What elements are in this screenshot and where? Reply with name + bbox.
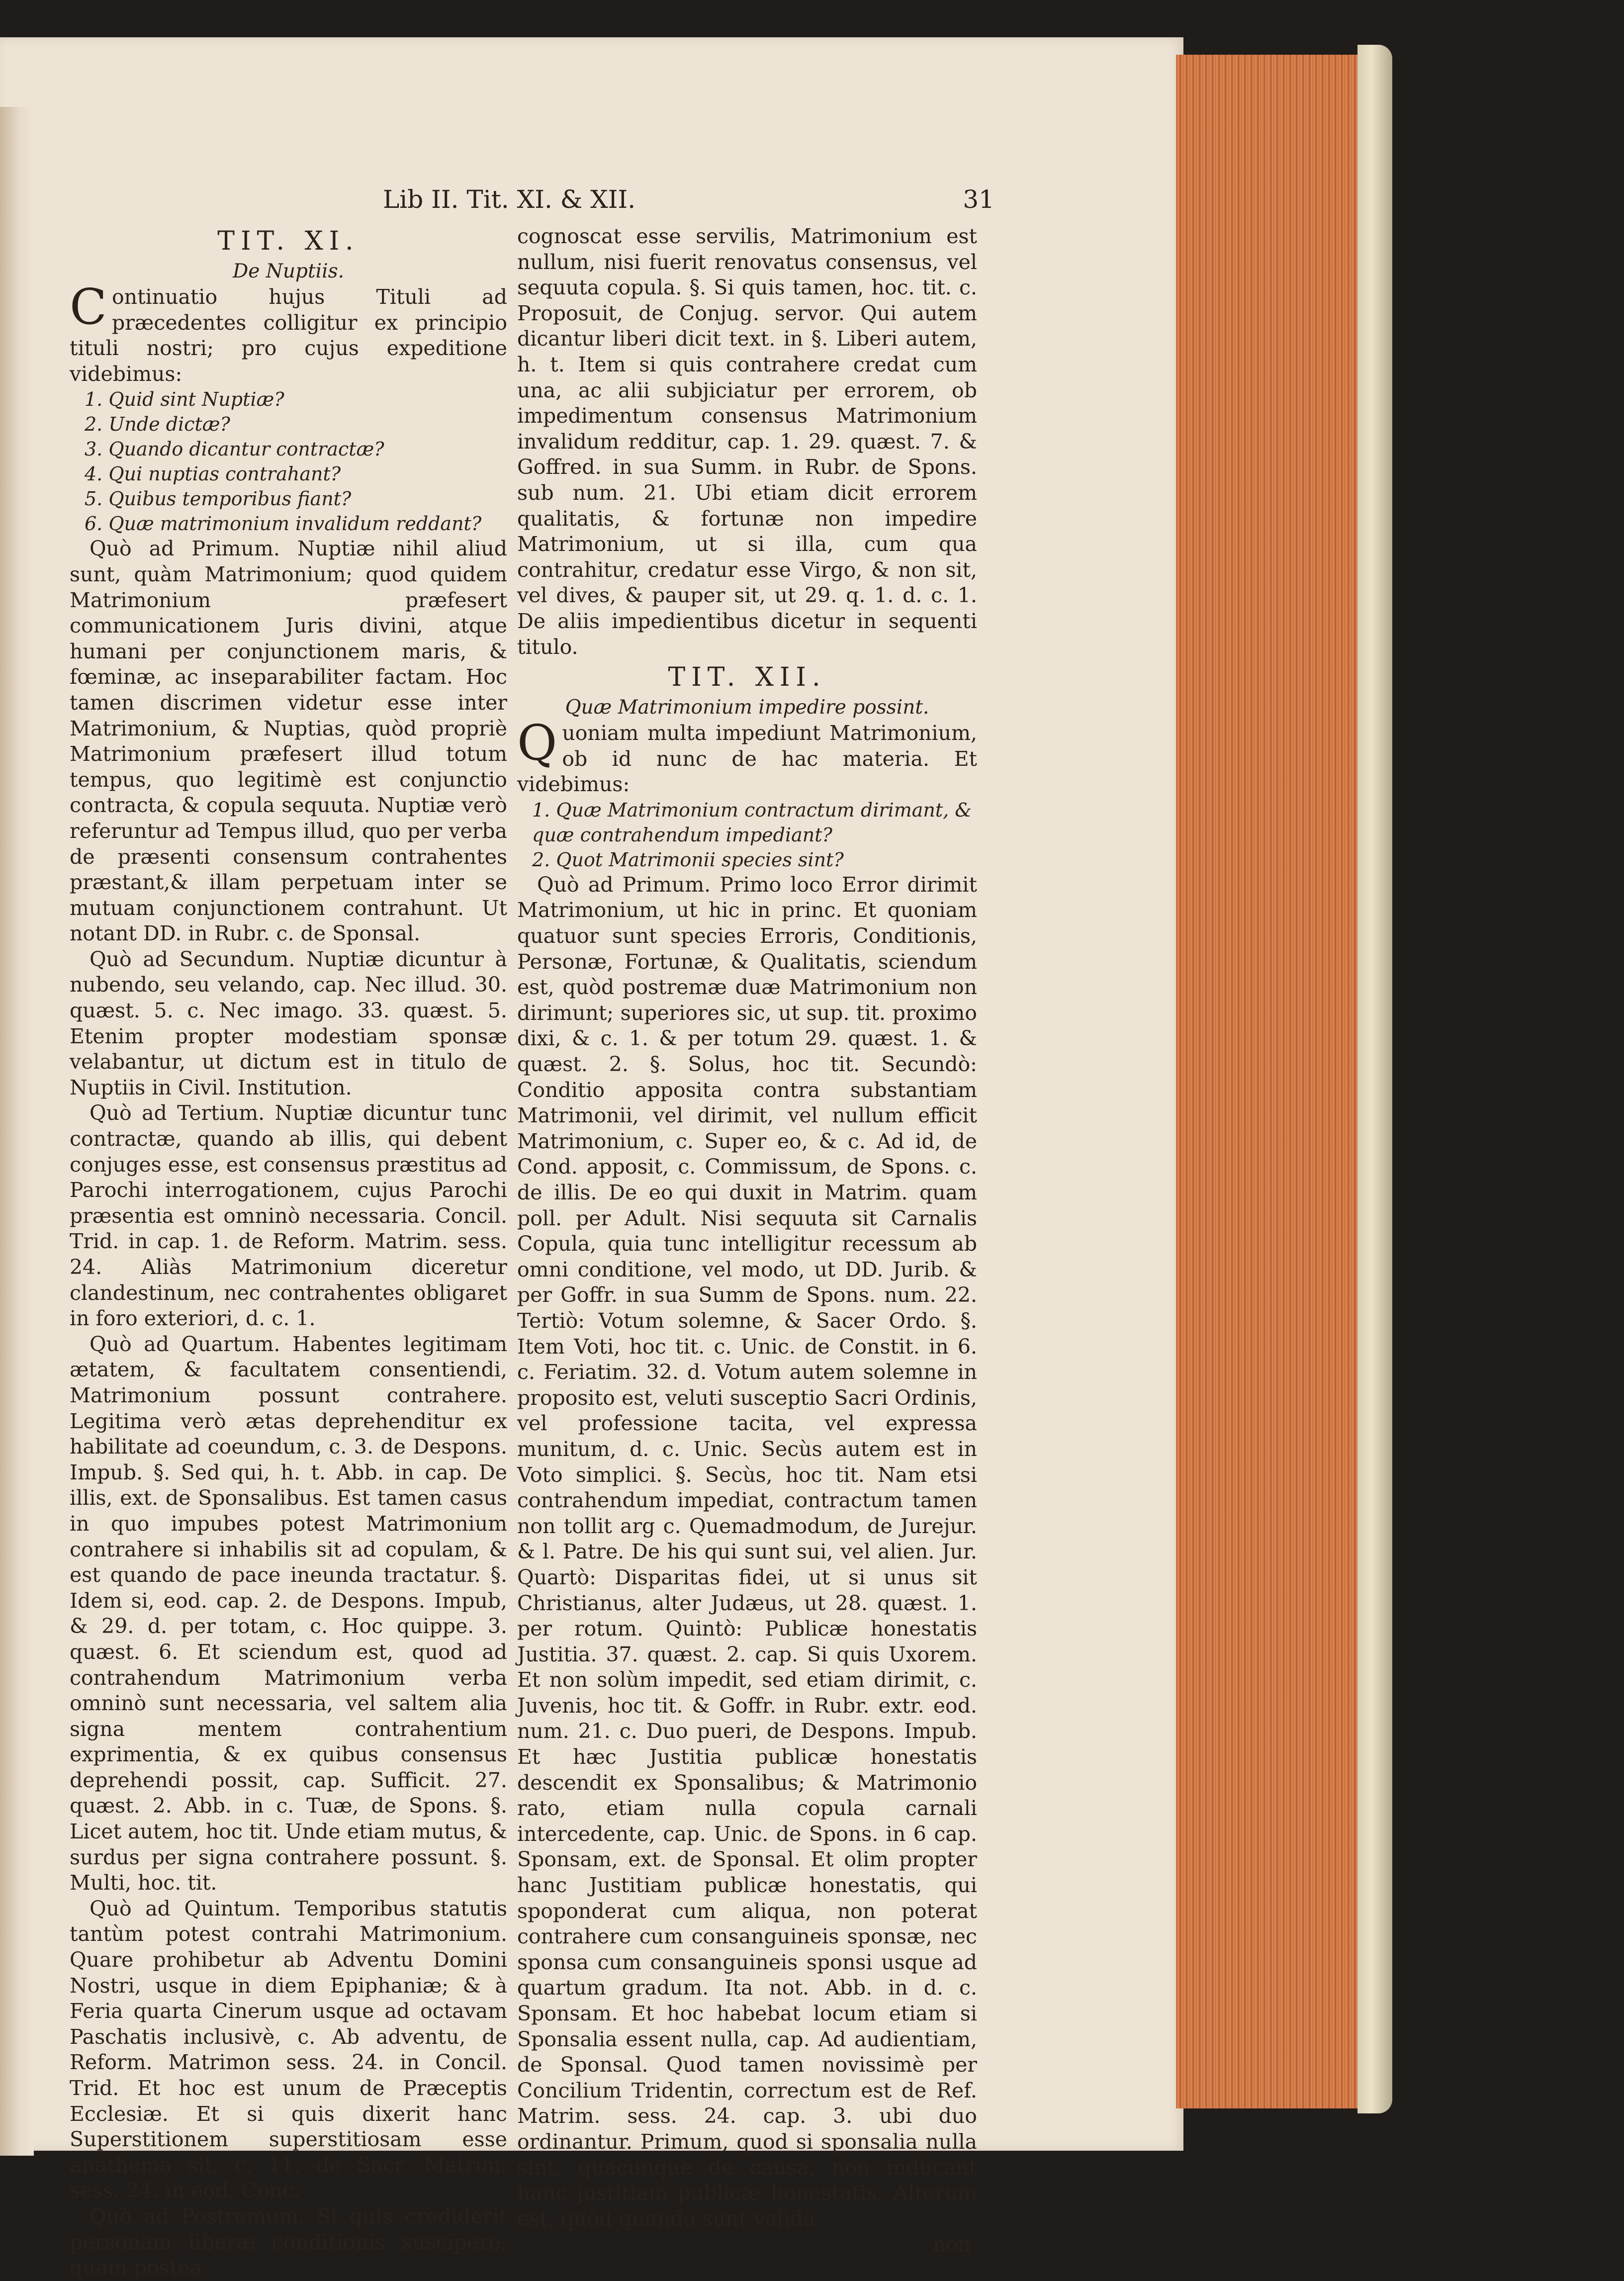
- book-cover-edge: [1357, 45, 1392, 2113]
- question-item: 4. Qui nuptias contrahant?: [85, 463, 341, 485]
- question-item: 1. Quæ Matrimonium contractum dirimant, & quæ contrahendum impediant?: [532, 799, 972, 846]
- intro-paragraph: Quoniam multa impediunt Matrimonium, ob id nunc de hac materia. Et videbimus:: [517, 715, 977, 797]
- left-column: [70, 224, 507, 2281]
- page-fore-edge: [1176, 55, 1372, 2108]
- section-title: TIT. XII.: [668, 662, 826, 693]
- paragraph-quartum: Quò ad Quartum. Habentes legitimam ætatem, & facultatem consentiendi, Matrimonium possunt contrahere. Legitima verò ætas deprehenditur ex habilitate ad coeundum, c. 3. de Despons. Impub. §. Sed qui, h. t. Abb. in cap. De illis, ext. de Sponsalibus. Est tamen casus in quo impubes potest Matrimonium contrahere si inhabilis sit ad copulam, & est quando de pace ineunda tractatur. §. Idem si, eod. cap. 2. de Despons. Impub, & 29. d. per totam, c. Hoc quippe. 3. quæst. 6. Et sciendum est, quod ad contrahendum Matrimonium verba omninò sunt necessaria, vel saltem alia signa mentem contrahentium exprimentia, & ex quibus consensus deprehendi possit, cap. Sufficit. 27. quæst. 2. Abb. in c. Tuæ, de Spons. §. Licet autem, hoc tit. Unde etiam mutus, & surdus per signa contrahere possunt. §. Multi, hoc. tit.: [70, 1332, 507, 1895]
- catchword: non: [932, 2232, 971, 2257]
- paragraph-secundum: Quò ad Secundum. Nuptiæ dicuntur à nubendo, seu velando, cap. Nec illud. 30. quæst. 5. c. Nec imago. 33. quæst. 5. Etenim propter modestiam sponsæ velabantur, ut dictum est in titulo de Nuptiis in Civil. Institution.: [70, 947, 507, 1099]
- paragraph-tertium: Quò ad Tertium. Nuptiæ dicuntur tunc contractæ, quando ab illis, qui debent conjuges esse, est consensus præstitus ad Parochi interrogationem, cujus Parochi præsentia est omninò necessaria. Concil. Trid. in cap. 1. de Reform. Matrim. sess. 24. Aliàs Matrimonium diceretur clandestinum, nec contrahentes obligaret in foro exteriori, d. c. 1.: [70, 1101, 507, 1331]
- paragraph-quintum: Quò ad Quintum. Temporibus statutis tantùm potest contrahi Matrimonium. Quare prohibetur ab Adventu Domini Nostri, usque in diem Epiphaniæ; & à Feria quarta Cinerum usque ad octavam Paschatis inclusivè, c. Ab adventu, de Reform. Matrimon sess. 24. in Concil. Trid. Et hoc est unum de Præceptis Ecclesiæ. Et si quis dixerit hanc Superstitionem superstitiosam esse anathema sit, c. 11. de Sacr. Matrim. sess. 24. in eod. Conc.: [70, 1896, 507, 2203]
- question-item: 5. Quibus temporibus fiant?: [85, 488, 352, 510]
- paragraph-postremum: Quò ad Postremum. Si quis crediderit personam liberæ conditionis suscipere, quam postea: [70, 2204, 507, 2280]
- intro-paragraph: Continuatio hujus Tituli ad præcedentes colligitur ex principio tituli nostri; pro cujus expeditione videbimus:: [70, 279, 507, 386]
- gutter-shadow: [0, 107, 34, 2156]
- right-column: [517, 224, 977, 2258]
- paragraph-primum: Quò ad Primum. Primo loco Error dirimit Matrimonium, ut hic in princ. Et quoniam quatuor sunt species Erroris, Conditionis, Personæ, Fortunæ, & Qualitatis, sciendum est, quòd postremæ duæ Matrimonium non dirimunt; superiores sic, ut sup. tit. proximo dixi, & c. 1. & per totum 29. quæst. 1. & quæst. 2. §. Solus, hoc tit. Secundò: Conditio apposita contra substantiam Matrimonii, vel dirimit, vel nullum efficit Matrimonium, c. Super eo, & c. Ad id, de Cond. apposit, c. Commissum, de Spons. c. de illis. De eo qui duxit in Matrim. quam poll. per Adult. Nisi sequuta sit Carnalis Copula, quia tunc intelligitur recessum ab omni conditione, vel modo, ut DD. Jurib. & per Goffr. in sua Summ de Spons. num. 22. Tertiò: Votum solemne, & Sacer Ordo. §. Item Voti, hoc tit. c. Unic. de Constit. in 6. c. Feriatim. 32. d. Votum autem solemne in proposito est, veluti susceptio Sacri Ordinis, vel professione tacita, vel expressa munitum, d. c. Unic. Secùs autem est in Voto simplici. §. Secùs, hoc tit. Nam etsi contrahendum impediat, contractum tamen non tollit arg c. Quemadmodum, de Jurejur. & l. Patre. De his qui sunt sui, vel alien. Jur. Quartò: Disparitas fidei, ut si unus sit Christianus, alter Judæus, ut 28. quæst. 1. per rotum. Quintò: Publicæ honestatis Justitia. 37. quæst. 2. cap. Si quis Uxorem. Et non solùm impedit, sed etiam dirimit, c. Juvenis, hoc tit. & Goffr. in Rubr. extr. eod. num. 21. c. Duo pueri, de Despons. Impub. Et hæc Justitia publicæ honestatis descendit ex Sponsalibus; & Matrimonio rato, etiam nulla copula carnali intercedente, cap. Unic. de Spons. in 6 cap. Sponsam, ext. de Sponsal. Et olim propter hanc Justitiam publicæ honestatis, qui spoponderat cum aliqua, non poterat contrahere cum consanguineis sponsæ, nec sponsa cum consanguineis sponsi usque ad quartum gradum. Ita not. Abb. in d. c. Sponsam. Et hoc habebat locum etiam si Sponsalia essent nulla, cap. Ad audientiam, de Sponsal. Quod tamen novissimè per Concilium Tridentin, correctum est de Ref. Matrim. sess. 24. cap. 3. ubi duo ordinantur. Primum, quod si sponsalia nulla sint, quacunque de causa, non inducant hanc justitiam publicæ honestatis. Alterum est, quòd quando sunt valida: [517, 872, 977, 2231]
- question-item: 3. Quando dicantur contractæ?: [85, 438, 384, 460]
- question-list: [70, 387, 507, 536]
- running-header: [383, 185, 994, 220]
- section-subtitle: De Nuptiis.: [233, 260, 344, 282]
- question-item: 2. Unde dictæ?: [85, 413, 230, 436]
- running-title: Lib II. Tit. XI. & XII.: [383, 185, 636, 214]
- question-list: [517, 798, 977, 872]
- question-item: 2. Quot Matrimonii species sint?: [532, 848, 844, 871]
- continuation-paragraph: cognoscat esse servilis, Matrimonium est nullum, nisi fuerit renovatus consensus, vel sequuta copula. §. Si quis tamen, hoc. tit. c. Proposuit, de Conjug. servor. Qui autem dicantur liberi dicit text. in §. Liberi autem, h. t. Item si quis contrahere credat cum una, ac alii subjiciatur per errorem, ob impedimentum consensus Matrimonium invalidum redditur, cap. 1. 29. quæst. 7. & Goffred. in sua Summ. in Rubr. de Spons. sub num. 21. Ubi etiam dicit errorem qualitatis, & fortunæ non impedire Matrimonium, ut si illa, cum qua contrahitur, credatur esse Virgo, & non sit, vel dives, & pauper sit, ut 29. q. 1. d. c. 1. De aliis impedientibus dicetur in sequenti titulo.: [517, 224, 977, 659]
- question-item: 6. Quæ matrimonium invalidum reddant?: [85, 513, 482, 535]
- paragraph-primum: Quò ad Primum. Nuptiæ nihil aliud sunt, quàm Matrimonium; quod quidem Matrimonium præfesert communicationem Juris divini, atque humani per conjunctionem maris, & fœminæ, ac inseparabiliter factam. Hoc tamen discrimen videtur esse inter Matrimonium, & Nuptias, quòd propriè Matrimonium præfesert illud totum tempus, quo legitimè est conjunctio contracta, & copula sequuta. Nuptiæ verò referuntur ad Tempus illud, quo per verba de præsenti consensum contrahentes præstant,& illam perpetuam inter se mutuam conjunctionem contrahunt. Ut notant DD. in Rubr. c. de Sponsal.: [70, 537, 507, 946]
- question-item: 1. Quid sint Nuptiæ?: [85, 388, 284, 411]
- section-title: TIT. XI.: [217, 226, 360, 256]
- page-number: 31: [963, 185, 994, 214]
- section-subtitle: Quæ Matrimonium impedire possint.: [565, 696, 929, 719]
